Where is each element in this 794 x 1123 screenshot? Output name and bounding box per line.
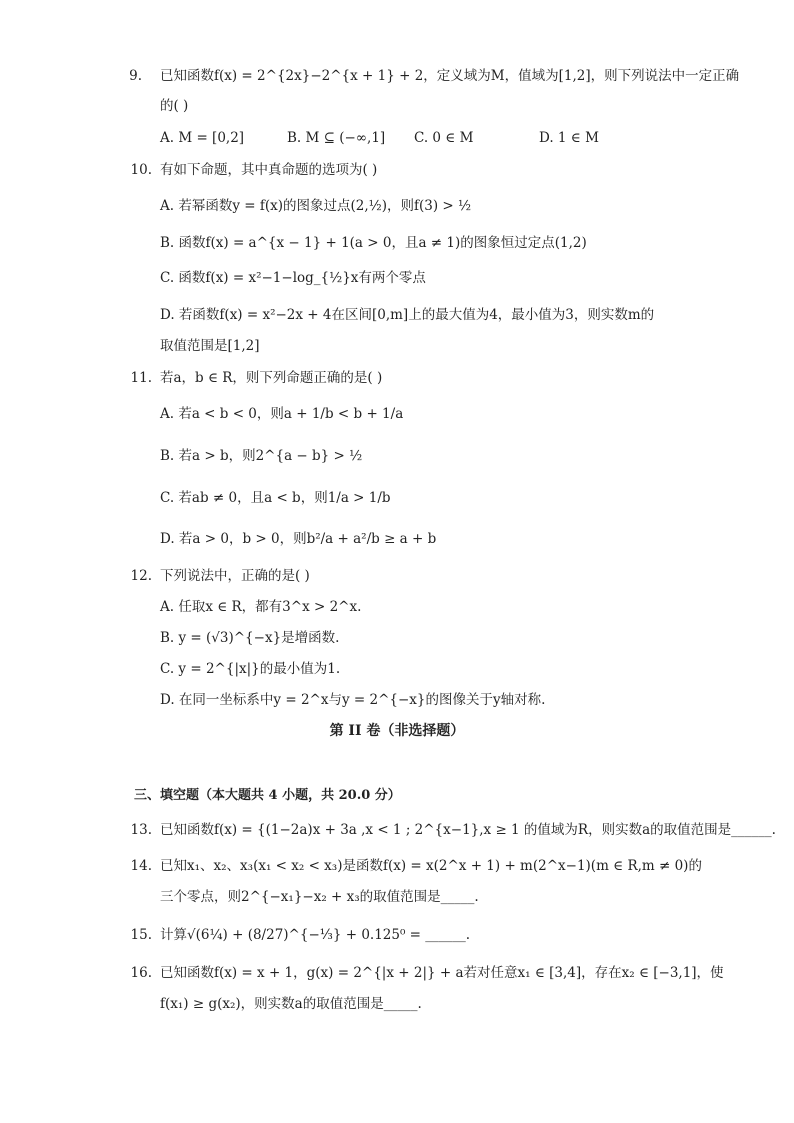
q14-stem-cont: 三个零点，则2^{−x₁}−x₂ + x₃的取值范围是_____. [160, 889, 479, 905]
q9-option-c: C. 0 ∈ M [414, 130, 474, 146]
q11-option-c: C. 若ab ≠ 0，且a < b，则1/a > 1/b [160, 490, 391, 506]
section3-title: 三、填空题（本大题共 4 小题，共 20.0 分） [134, 788, 401, 803]
q10-option-c: C. 函数f(x) = x²−1−log_{½}x有两个零点 [160, 270, 426, 286]
q13-number: 13. [130, 822, 152, 838]
q9-option-a: A. M = [0,2] [160, 130, 245, 146]
q12-option-c: C. y = 2^{|x|}的最小值为1. [160, 661, 341, 677]
q10-option-d: D. 若函数f(x) = x²−2x + 4在区间[0,m]上的最大值为4，最小值为3，则实数m的 [160, 307, 655, 323]
part2-title: 第 II 卷（非选择题） [329, 723, 465, 739]
q11-option-a: A. 若a < b < 0，则a + 1/b < b + 1/a [160, 406, 404, 422]
q9-number: 9. [129, 68, 142, 84]
q9-option-d: D. 1 ∈ M [539, 130, 599, 146]
q10-option-a: A. 若幂函数y = f(x)的图象过点(2,½)，则f(3) > ½ [160, 198, 472, 214]
q16-stem: 已知函数f(x) = x + 1，g(x) = 2^{|x + 2|} + a若对任意x₁ ∈ [3,4]，存在x₂ ∈ [−3,1]，使 [160, 965, 724, 981]
q12-number: 12. [130, 568, 152, 584]
q14-number: 14. [130, 858, 152, 874]
q11-stem: 若a，b ∈ R，则下列命题正确的是( ) [160, 370, 383, 386]
q9-stem-cont: 的( ) [160, 98, 189, 114]
q10-option-b: B. 函数f(x) = a^{x − 1} + 1(a > 0，且a ≠ 1)的图象恒过定点(1,2) [160, 235, 587, 251]
q11-number: 11. [130, 370, 152, 386]
q11-option-b: B. 若a > b，则2^{a − b} > ½ [160, 448, 363, 464]
q12-option-b: B. y = (√3)^{−x}是增函数. [160, 630, 340, 646]
q14-stem: 已知x₁、x₂、x₃(x₁ < x₂ < x₃)是函数f(x) = x(2^x + 1) + m(2^x−1)(m ∈ R,m ≠ 0)的 [160, 858, 702, 874]
q12-stem: 下列说法中，正确的是( ) [160, 568, 310, 584]
q13-stem: 已知函数f(x) = {(1−2a)x + 3a ,x < 1 ; 2^{x−1},x ≥ 1 的值域为R，则实数a的取值范围是______. [160, 822, 776, 838]
q12-option-d: D. 在同一坐标系中y = 2^x与y = 2^{−x}的图像关于y轴对称. [160, 692, 546, 708]
q10-stem: 有如下命题，其中真命题的选项为( ) [160, 162, 378, 178]
q15-stem: 计算√(6¼) + (8/27)^{−⅓} + 0.125⁰ = ______. [160, 927, 471, 943]
q16-number: 16. [130, 965, 152, 981]
q11-option-d: D. 若a > 0，b > 0，则b²/a + a²/b ≥ a + b [160, 531, 437, 547]
q9-option-b: B. M ⊆ (−∞,1] [287, 130, 386, 146]
q10-option-d-cont: 取值范围是[1,2] [160, 338, 260, 354]
q10-number: 10. [130, 162, 152, 178]
q9-stem: 已知函数f(x) = 2^{2x}−2^{x + 1} + 2，定义域为M，值域为[1,2]，则下列说法中一定正确 [160, 68, 740, 84]
q16-stem-cont: f(x₁) ≥ g(x₂)，则实数a的取值范围是_____. [160, 996, 422, 1012]
q12-option-a: A. 任取x ∈ R，都有3^x > 2^x. [160, 599, 362, 615]
q15-number: 15. [130, 927, 152, 943]
